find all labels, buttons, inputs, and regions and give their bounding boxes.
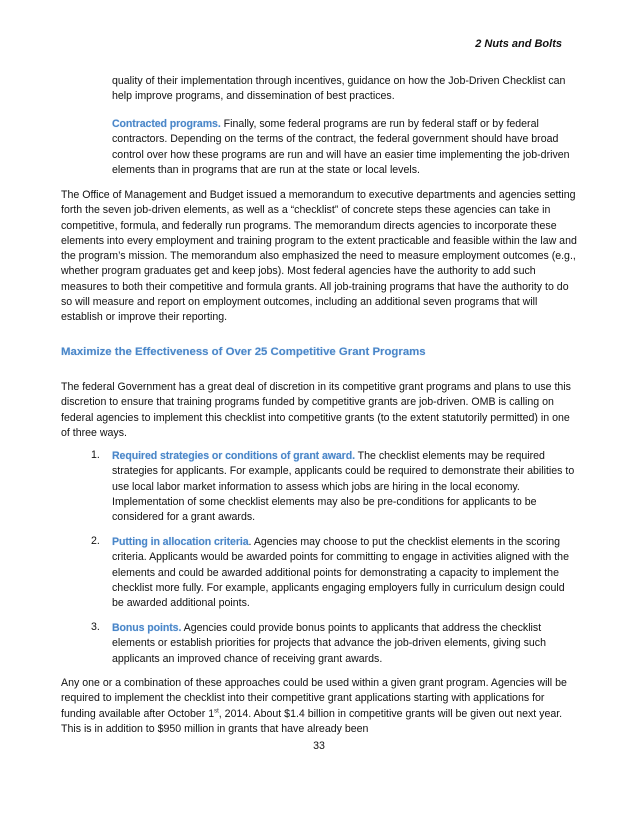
- list-item-text: The checklist elements may be required strategies for applicants. For example, applicants could be required to demonstrate their abilities to use local labor market information to assess which jobs are hiring in the local economy. Implementation of some checklist elements may also be pre-conditions for applicants to be considered for a grant awards.: [112, 450, 575, 524]
- running-header: 2 Nuts and Bolts: [475, 38, 562, 50]
- list-item: [112, 535, 578, 611]
- continued-paragraph-text: quality of their implementation through incentives, guidance on how the Job-Driven Checklist can help improve programs, and dissemination of best practices.: [112, 75, 566, 103]
- contracted-programs-text: Finally, some federal programs are run by federal staff or by federal contractors. Depending on the terms of the contract, the federal government should have broad control over how these programs are run and will have an easier time implementing the job-driven elements than in programs that are run at the state or local levels.: [112, 118, 570, 176]
- closing-paragraph-text: Any one or a combination of these approaches could be used within a given grant program. Agencies will be required to implement the checklist into their competitive grant applications starting with applications for funding available after October 1: [61, 677, 567, 720]
- ordinal-superscript: st: [214, 708, 219, 715]
- omb-memorandum-text: The Office of Management and Budget issued a memorandum to executive departments and agencies setting forth the seven job-driven elements, as well as a “checklist” of concrete steps these agencies can take in competitive, formula, and federally run programs. The memorandum directs agencies to incorporate these elements into every employment and training program to the extent practicable and feasible within the law and the program’s mission. The memorandum also emphasized the need to measure employment outcomes (e.g., whether program graduates get and keep jobs). Most federal agencies have the authority to add such measures to both their competitive and formula grants. All job-training programs that have the authority to do so will measure and report on employment outcomes, including an additional seven programs that will establish or improve their reporting.: [61, 189, 577, 324]
- list-item-number: 2.: [91, 535, 100, 547]
- intro-paragraph-text: The federal Government has a great deal of discretion in its competitive grant programs and plans to use this discretion to ensure that training programs funded by competitive grants are job-driven. OMB is calling on federal agencies to implement this checklist into competitive grants (to the extent statutorily permitted) in one of three ways.: [61, 381, 571, 439]
- list-item-number: 1.: [91, 449, 100, 461]
- list-item-label: Required strategies or conditions of grant award.: [112, 450, 355, 462]
- intro-paragraph: [61, 380, 577, 441]
- contracted-programs-label: Contracted programs.: [112, 118, 221, 130]
- closing-paragraph-text-end: , 2014. About $1.4 billion in competitive grants will be given out next year. This is in addition to $950 million in grants that have already been: [61, 707, 563, 735]
- list-item: [112, 449, 578, 525]
- contracted-programs-paragraph: [112, 117, 578, 178]
- list-item-number: 3.: [91, 621, 100, 633]
- list-item: [112, 621, 578, 667]
- list-item-text: . Agencies may choose to put the checklist elements in the scoring criteria. Applicants would be awarded points for committing to engage in activities aligned with the elements and could be awarded additional points for demonstrating a capacity to implement the checklist more fully. For example, applicants engaging employers fully in curriculum design could be awarded additional points.: [112, 536, 569, 610]
- closing-paragraph: [61, 676, 577, 737]
- omb-memorandum-paragraph: [61, 188, 577, 326]
- section-heading: Maximize the Effectiveness of Over 25 Competitive Grant Programs: [61, 346, 426, 358]
- list-item-label: Bonus points.: [112, 622, 182, 634]
- list-item-text: Agencies could provide bonus points to applicants that address the checklist elements or establish priorities for projects that advance the job-driven elements, giving such applicants an improved chance of receiving grant awards.: [112, 622, 546, 665]
- page-number: 33: [313, 740, 325, 752]
- continued-paragraph: [112, 74, 576, 105]
- list-item-label: Putting in allocation criteria: [112, 536, 249, 548]
